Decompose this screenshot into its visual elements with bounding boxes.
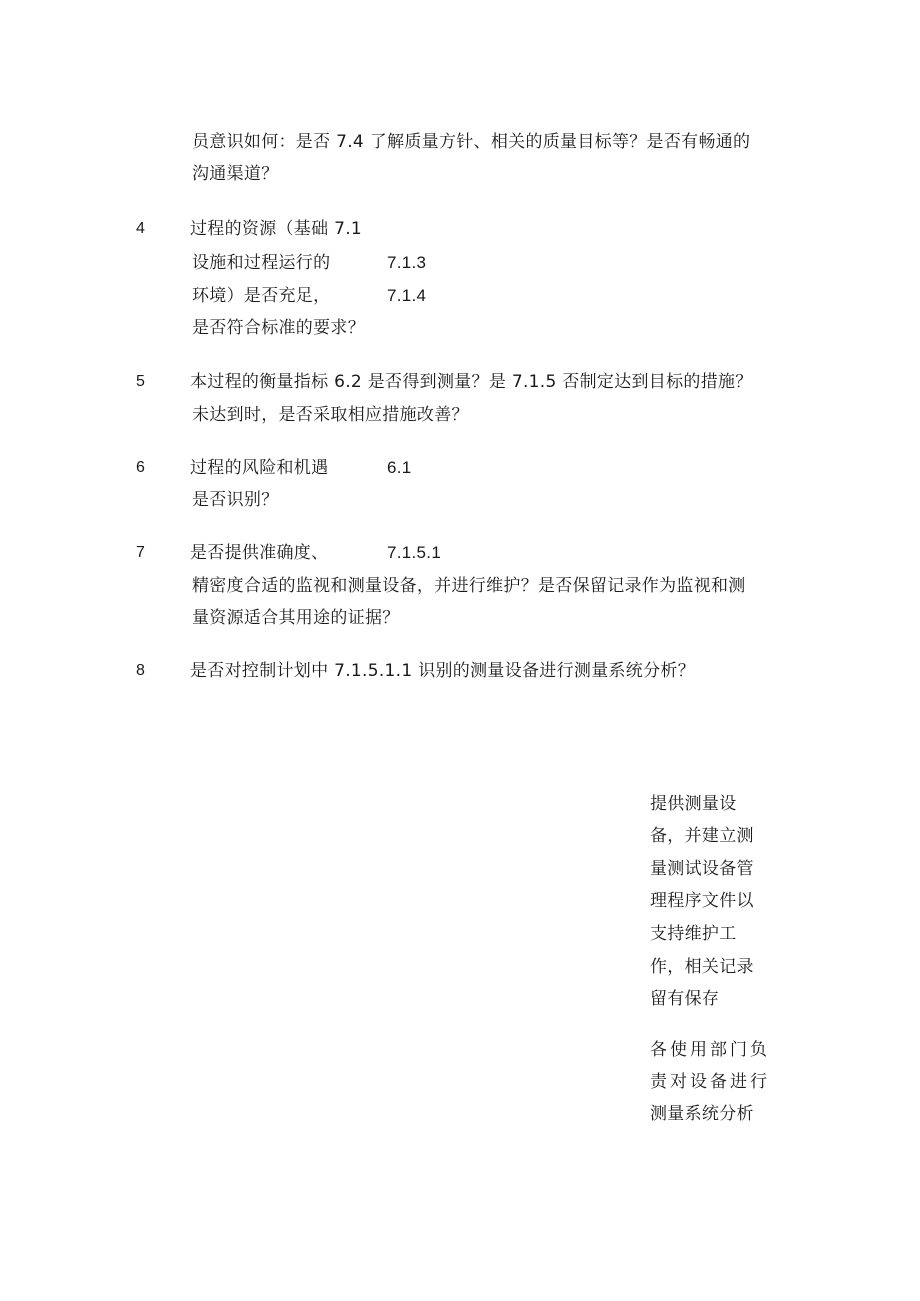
item-number-8: 8: [136, 662, 146, 679]
side-note-1-line-2: 备，并建立测: [650, 826, 754, 846]
item-number-5: 5: [136, 373, 146, 390]
side-note-2-line-1: 各使用部门负: [650, 1040, 770, 1060]
side-note-2-line-3: 测量系统分析: [650, 1104, 754, 1124]
side-note-2-line-2: 责对设备进行: [650, 1072, 770, 1092]
item-number-6: 6: [136, 459, 146, 476]
item-5-line-2: 未达到时，是否采取相应措施改善？: [192, 405, 469, 425]
item-4-line-4: 是否符合标准的要求？: [192, 318, 365, 338]
side-note-1-line-7: 留有保存: [650, 989, 720, 1009]
side-note-1-line-4: 理程序文件以: [650, 891, 754, 911]
item-4-line-3: 环境）是否充足，: [192, 286, 331, 306]
item-4-line-1: 过程的资源（基础 7.1: [190, 219, 363, 239]
side-note-1-line-6: 作，相关记录: [650, 957, 754, 977]
item-number-4: 4: [136, 220, 146, 237]
side-note-1-line-5: 支持维护工: [650, 924, 737, 944]
item-6-line-2: 是否识别？: [192, 490, 279, 510]
item-7-line-3: 量资源适合其用途的证据？: [192, 608, 400, 628]
item-7-ref: 7.1.5.1: [387, 543, 442, 562]
intro-line-1: 员意识如何：是否 7.4 了解质量方针、相关的质量目标等？是否有畅通的: [192, 132, 751, 152]
intro-line-2: 沟通渠道？: [192, 164, 279, 184]
item-4-line-2: 设施和过程运行的: [192, 253, 331, 273]
item-7-line-2: 精密度合适的监视和测量设备，并进行维护？是否保留记录作为监视和测: [192, 576, 746, 596]
item-7-line-1: 是否提供准确度、: [190, 543, 329, 563]
side-note-1-line-3: 量测试设备管: [650, 859, 754, 879]
item-6-line-1: 过程的风险和机遇: [190, 458, 329, 478]
item-5-line-1: 本过程的衡量指标 6.2 是否得到测量？是 7.1.5 否制定达到目标的措施？: [190, 372, 753, 392]
item-8-line-1: 是否对控制计划中 7.1.5.1.1 识别的测量设备进行测量系统分析？: [190, 661, 696, 681]
side-note-1-line-1: 提供测量设: [650, 794, 737, 814]
item-4-ref-2: 7.1.4: [387, 286, 427, 305]
item-number-7: 7: [136, 544, 146, 561]
item-4-ref-1: 7.1.3: [387, 253, 427, 272]
item-6-ref: 6.1: [387, 458, 412, 477]
